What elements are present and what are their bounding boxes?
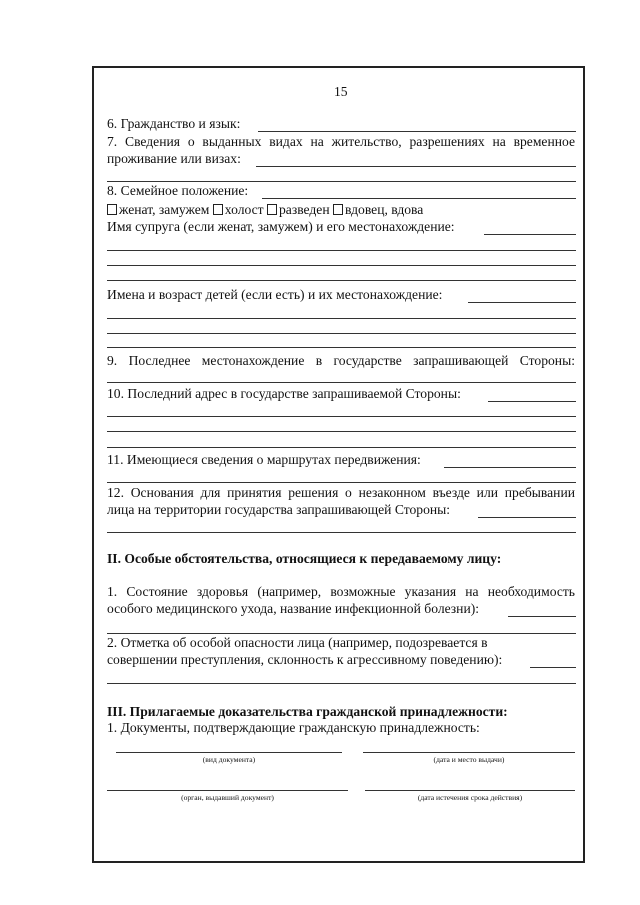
item12-line1: 12. Основания для принятия решения о незаконном въезде или пребывании bbox=[107, 485, 575, 500]
doc-type-caption: (вид документа) bbox=[202, 755, 256, 764]
checkbox-widowed[interactable] bbox=[333, 204, 343, 215]
marital-options bbox=[107, 202, 423, 218]
item11-line-b bbox=[107, 482, 576, 483]
s2-item2-line2: совершении преступления, склонность к агрессивному поведению): bbox=[107, 652, 503, 667]
item11-label: 11. Имеющиеся сведения о маршрутах передвижения: bbox=[107, 452, 421, 467]
section3-title: III. Прилагаемые доказательства гражданской принадлежности: bbox=[107, 704, 508, 719]
item9-label: 9. Последнее местонахождение в государстве запрашивающей Стороны: bbox=[107, 353, 575, 368]
issuing-authority-caption: (орган, выдавший документ) bbox=[181, 793, 274, 802]
spouse-line-a bbox=[484, 234, 576, 235]
children-line-a bbox=[468, 302, 576, 303]
item10-line-c bbox=[107, 431, 576, 432]
expiry-date-line bbox=[365, 790, 575, 791]
spouse-line-c bbox=[107, 265, 576, 266]
item6-line bbox=[258, 131, 576, 132]
item9-line bbox=[107, 382, 576, 383]
item7-line1: 7. Сведения о выданных видах на жительство, разрешениях на временное bbox=[107, 134, 575, 149]
children-line-c bbox=[107, 333, 576, 334]
children-line-d bbox=[107, 347, 576, 348]
checkbox-married[interactable] bbox=[107, 204, 117, 215]
s2-item2-line1: 2. Отметка об особой опасности лица (например, подозревается в bbox=[107, 635, 488, 650]
item8-line bbox=[262, 198, 576, 199]
option-widowed: вдовец, вдова bbox=[345, 202, 424, 217]
s2-item2-line-b bbox=[107, 683, 576, 684]
item7-line-a bbox=[256, 166, 576, 167]
option-divorced: разведен bbox=[279, 202, 330, 217]
s2-item1-line1: 1. Состояние здоровья (например, возможные указания на необходимость bbox=[107, 584, 575, 599]
item10-line-a bbox=[488, 401, 576, 402]
checkbox-single[interactable] bbox=[213, 204, 223, 215]
item6-label: 6. Гражданство и язык: bbox=[107, 116, 241, 131]
children-label: Имена и возраст детей (если есть) и их местонахождение: bbox=[107, 287, 443, 302]
expiry-date-caption: (дата истечения срока действия) bbox=[417, 793, 523, 802]
issuing-authority-line bbox=[107, 790, 348, 791]
doc-type-line bbox=[116, 752, 342, 753]
spouse-label: Имя супруга (если женат, замужем) и его местонахождение: bbox=[107, 219, 455, 234]
spouse-line-d bbox=[107, 280, 576, 281]
item10-label: 10. Последний адрес в государстве запрашиваемой Стороны: bbox=[107, 386, 461, 401]
issue-date-line bbox=[363, 752, 575, 753]
s3-item1-label: 1. Документы, подтверждающие гражданскую принадлежность: bbox=[107, 720, 480, 735]
item12-line-a bbox=[478, 517, 576, 518]
issue-date-caption: (дата и место выдачи) bbox=[433, 755, 505, 764]
checkbox-divorced[interactable] bbox=[267, 204, 277, 215]
s2-item2-line-a bbox=[530, 667, 576, 668]
item7-line2: проживание или визах: bbox=[107, 151, 241, 166]
section2-title: II. Особые обстоятельства, относящиеся к передаваемому лицу: bbox=[107, 551, 502, 566]
item10-line-b bbox=[107, 416, 576, 417]
s2-item1-line2: особого медицинского ухода, название инфекционной болезни): bbox=[107, 601, 480, 616]
children-line-b bbox=[107, 318, 576, 319]
item11-line-a bbox=[444, 467, 576, 468]
page-number: 15 bbox=[334, 84, 348, 99]
item8-label: 8. Семейное положение: bbox=[107, 183, 249, 198]
option-married: женат, замужем bbox=[119, 202, 210, 217]
s2-item1-line-b bbox=[107, 633, 576, 634]
spouse-line-b bbox=[107, 250, 576, 251]
option-single: холост bbox=[224, 202, 264, 217]
item12-line-b bbox=[107, 532, 576, 533]
item10-line-d bbox=[107, 447, 576, 448]
item12-line2: лица на территории государства запрашивающей Стороны: bbox=[107, 502, 451, 517]
s2-item1-line-a bbox=[508, 616, 576, 617]
item7-line-b bbox=[107, 181, 576, 182]
